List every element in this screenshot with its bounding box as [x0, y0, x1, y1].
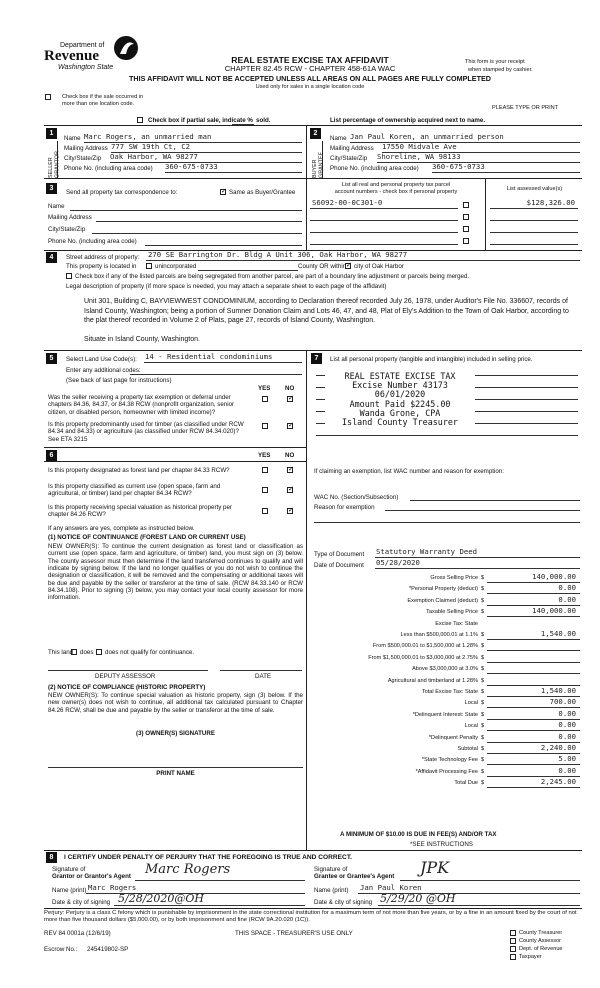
see-instructions-text: *SEE INSTRUCTIONS: [410, 841, 473, 848]
land-qualify-label: This land: [48, 649, 74, 656]
segregated-checkbox[interactable]: [66, 273, 72, 279]
tax-row-value[interactable]: 0.00: [558, 708, 576, 718]
seller-phone-label: Phone No. (including area code): [64, 165, 153, 172]
situate-text[interactable]: Situate in Island County, Washington.: [84, 336, 200, 343]
logo-state: Washington State: [58, 64, 114, 71]
form-revision: REV 84 0001a (12/6/19): [44, 930, 111, 937]
segregated-label: Check box if any of the listed parcels are being segregated from another parcel, are part of a boundary line adjustment or parcels being merged.: [75, 273, 470, 280]
exemption-label: If claiming an exemption, list WAC number and reason for exemption:: [314, 468, 504, 475]
s5-q2: Is this property predominantly used for timber (as classified under RCW 84.34 and 84.33) or agriculture (as classified under RCW 84.34.020)? See ETA 3215: [48, 421, 244, 443]
tax-row-value[interactable]: 0.00: [558, 583, 576, 593]
parcel-header-1: List all real and personal property tax parcel: [341, 182, 451, 188]
seller-name-value[interactable]: Marc Rogers, an unmarried man: [84, 132, 212, 141]
street-address-value[interactable]: 270 SE Barrington Dr. Bldg A Unit 306, Oak Harbor, WA 98277: [148, 250, 408, 259]
treasurer-stamp: [325, 372, 475, 427]
buyer-address-value[interactable]: 17550 Midvale Ave: [382, 142, 457, 151]
grantee-date-label: Date & city of signing: [314, 899, 373, 906]
notice-continuance-title: (1) NOTICE OF CONTINUANCE (FOREST LAND OR CURRENT USE): [48, 534, 246, 541]
tax-row-label: *State Technology Fee: [421, 757, 478, 764]
stamp-line-2: Excise Number 43173: [352, 380, 448, 391]
tax-row-dollar: $: [481, 734, 485, 741]
corr-city-label: City/State/Zip: [48, 226, 86, 233]
seller-phone-value[interactable]: 360-675-0733: [165, 162, 218, 171]
notice-continuance-text: NEW OWNER(S): To continue the current designation as forest land or classification as current use (open space, farm and agriculture, or timber) land, you must sign on (3) below. The county assessor must then determine if the land transferred continues to qualify and will indicate by signing below. If the land no longer qualifies or you do not wish to continue the designation or classification, it will be removed and the compensating or additional taxes will be due and payable by the seller or transferor at the time of sale. (RCW 84.33.140 or RCW 84.34.108). Prior to signing (3) below, you may contact your local county assessor for more information.: [48, 543, 303, 602]
does-not-qualify-checkbox[interactable]: [96, 649, 102, 655]
receipt-note-1: This form is your receipt: [465, 59, 525, 65]
tax-row-value[interactable]: 0.00: [558, 594, 576, 604]
section-3-number: 3: [46, 183, 57, 194]
tax-row-value[interactable]: 1,540.00: [540, 629, 576, 638]
copy-taxpayer-checkbox[interactable]: [510, 954, 516, 960]
s5-q1: Was the seller receiving a property tax exemption or deferral under chapters 84.36, 84.37, or 84.38 RCW (nonprofit organization, senior citizen, or disabled person, homeowner with limited income)?: [48, 394, 235, 416]
parcel-personal-checkbox-4[interactable]: [463, 238, 469, 244]
buyer-address-label: Mailing Address: [330, 145, 374, 152]
multi-location-label-1: Check box if the sale occurred in: [62, 94, 144, 100]
buyer-city-value[interactable]: Shoreline, WA 98133: [377, 152, 461, 161]
tax-row-label: Total Excise Tax: State: [421, 689, 478, 695]
tax-row-value[interactable]: 0.00: [558, 765, 576, 775]
personal-property-label: List all personal property (tangible and intangible) included in selling price.: [330, 356, 533, 363]
section-7-number: 7: [311, 353, 322, 364]
grantor-print-value[interactable]: Marc Rogers: [88, 883, 137, 892]
copy-assessor-checkbox[interactable]: [510, 938, 516, 944]
tax-row-label: Subtotal: [457, 746, 478, 752]
owner-signature-label: (3) OWNER(S) SIGNATURE: [136, 730, 215, 737]
tax-row-label: Agricultural and timberland at 1.28%: [387, 677, 478, 684]
tax-row-dollar: $: [481, 768, 485, 775]
doc-date-value[interactable]: 05/28/2020: [376, 558, 420, 567]
grantee-print-label: Name (print): [314, 887, 349, 894]
grantor-sig-label-2: Grantor or Grantor's Agent: [52, 873, 131, 880]
tax-row-dollar: $: [481, 677, 485, 684]
tax-row-label: Less than $500,000.01 at 1.1%: [400, 632, 478, 638]
grantor-signature[interactable]: Marc Rogers: [145, 862, 231, 877]
section-6-number: 6: [46, 450, 57, 461]
section-4-number: 4: [46, 252, 57, 263]
tax-row-value[interactable]: 140,000.00: [532, 606, 576, 616]
copy-assessor-label: County Assessor: [519, 938, 561, 944]
buyer-phone-label: Phone No. (including area code): [330, 165, 419, 172]
tax-row-label: *Affidavit Processing Fee: [415, 768, 478, 775]
deputy-date-label: DATE: [255, 673, 272, 680]
tax-row-value[interactable]: 0.00: [558, 731, 576, 741]
tax-row-dollar: $: [481, 597, 485, 604]
form-used-only: Used only for sales in a single location code: [255, 84, 365, 90]
parcel-header-2: account numbers - check box if personal property: [334, 189, 458, 195]
seller-address-value[interactable]: 777 SW 19th Ct, C2: [111, 142, 191, 151]
tax-row-label: Gross Selling Price: [430, 575, 478, 581]
tax-row-label: Total Due: [454, 780, 478, 787]
copy-taxpayer-label: Taxpayer: [519, 954, 542, 960]
street-address-label: Street address of property:: [66, 254, 140, 261]
wac-label: WAC No. (Section/Subsection): [314, 494, 399, 501]
tax-row-label: *Personal Property (deduct): [408, 586, 478, 593]
form-title: REAL ESTATE EXCISE TAX AFFIDAVIT: [231, 55, 389, 65]
legal-description-text[interactable]: Unit 301, Building C, BAYVIEWWEST CONDOMINIUM, according to Declaration thereof recorded July 26, 1978, under Auditor's File No. 336607, records of Island County, Washington; being a portion of Sumner Donation Claim and Lots 46, 47, and 48, Plat of Ely's Addition to the Town of Oak Harbor, according to the plat thereof recorded in Volume 2 of Plats, page 27, records of Island County, Washington.: [84, 298, 569, 325]
tax-row-label: Exemption Claimed (deduct): [407, 597, 478, 604]
corr-address-label: Mailing Address: [48, 214, 92, 221]
logo-emblem-icon: [112, 34, 140, 62]
logo-dept: Department of: [60, 42, 105, 49]
escrow-label: Escrow No.:: [44, 946, 78, 953]
s5-q1-no-checkbox[interactable]: [287, 396, 293, 402]
grantor-date-value[interactable]: 5/28/2020@OH: [118, 892, 205, 905]
copy-treasurer-label: County Treasurer: [519, 930, 563, 936]
parcel-personal-checkbox-3[interactable]: [463, 226, 469, 232]
dor-logo: [44, 34, 144, 74]
stamp-line-5: Wanda Grone, CPA: [359, 407, 441, 418]
partial-sale-label: Check box if partial sale, indicate %: [148, 117, 253, 124]
form-chapter: CHAPTER 82.45 RCW - CHAPTER 458-61A WAC: [224, 64, 396, 73]
tax-row-label: Excise Tax: State: [435, 620, 478, 627]
logo-revenue: Revenue: [44, 48, 99, 64]
tax-row-label: *Delinquent Penalty: [428, 734, 478, 741]
tax-row-label: *Delinquent Interest: State: [412, 711, 478, 718]
parcel-number-value[interactable]: S6092-00-0C301-0: [312, 198, 383, 207]
land-use-value[interactable]: 14 - Residential condominiums: [145, 352, 273, 361]
tax-row-value[interactable]: 140,000.00: [532, 572, 576, 581]
tax-row-dollar: $: [481, 632, 485, 638]
grantor-sig-label-1: Signature of: [52, 866, 86, 873]
s6-if-yes: If any answers are yes, complete as instructed below.: [48, 525, 195, 532]
section-5-number: 5: [46, 353, 57, 364]
s5-q2-no-checkbox[interactable]: [287, 423, 293, 429]
tax-row-dollar: $: [481, 643, 485, 650]
seller-address-label: Mailing Address: [64, 145, 108, 152]
assessed-header: List assessed value(s): [506, 186, 563, 192]
tax-row-label: Taxable Selling Price: [426, 609, 478, 616]
tax-row-value[interactable]: 2,240.00: [540, 743, 576, 752]
legal-description-label: Legal description of property (if more space is needed, you may attach a separate sheet to each page of the affidavit): [66, 283, 387, 290]
s5-no-header: NO: [285, 385, 295, 392]
certify-text: I CERTIFY UNDER PENALTY OF PERJURY THAT THE FOREGOING IS TRUE AND CORRECT.: [64, 854, 352, 861]
ownership-pct-label: List percentage of ownership acquired next to name.: [330, 117, 486, 124]
notice-compliance-text: NEW OWNER(S): To continue special valuation as historic property, sign (3) below. If the new owner(s) does not wish to continue, all additional tax calculated pursuant to Chapter 84.26 RCW, shall be due and payable by the seller or transferor at the time of sale.: [48, 692, 303, 714]
doc-type-value[interactable]: Statutory Warranty Deed: [376, 547, 478, 556]
seller-name-label: Name: [64, 135, 81, 142]
form-warning: THIS AFFIDAVIT WILL NOT BE ACCEPTED UNLESS ALL AREAS ON ALL PAGES ARE FULLY COMPLETED: [129, 74, 491, 83]
corr-phone-label: Phone No. (including area code): [48, 238, 137, 245]
s6-q2-no-checkbox[interactable]: [287, 487, 293, 493]
s6-yes-header: YES: [258, 452, 271, 459]
stamp-line-3: 06/01/2020: [374, 389, 426, 400]
s6-no-header: NO: [285, 452, 295, 459]
tax-row-label: Local: [464, 723, 478, 730]
unincorporated-label: unincorporated: [155, 263, 197, 270]
s6-q1-yes-checkbox[interactable]: [262, 467, 268, 473]
seller-city-label: City/State/Zip: [64, 155, 102, 162]
tax-row-dollar: $: [481, 654, 485, 661]
stamp-line-6: Island County Treasurer: [342, 417, 458, 428]
s6-q1-no-checkbox[interactable]: [287, 467, 293, 473]
notice-compliance-title: (2) NOTICE OF COMPLIANCE (HISTORIC PROPERTY): [48, 684, 206, 691]
tax-row-label: From $500,000.01 to $1,500,000 at 1.28%: [372, 643, 478, 650]
tax-row-dollar: $: [481, 780, 485, 787]
additional-codes-label: Enter any additional codes:: [66, 367, 141, 374]
grantee-print-value[interactable]: Jan Paul Koren: [360, 883, 422, 892]
buyer-phone-value[interactable]: 360-675-0733: [432, 162, 485, 171]
s6-q1: Is this property designated as forest land per chapter 84.33 RCW?: [48, 467, 230, 474]
grantee-date-value[interactable]: 5/29/20 @OH: [380, 892, 456, 905]
tax-row-dollar: $: [481, 723, 485, 730]
tax-row-dollar: $: [481, 746, 485, 752]
same-as-buyer-label: Same as Buyer/Grantee: [229, 189, 296, 196]
s5-q1-yes-checkbox[interactable]: [262, 396, 268, 402]
seller-side-label: SELLER GRANTOR: [48, 151, 61, 178]
tax-row-dollar: $: [481, 711, 485, 718]
stamp-line-1: REAL ESTATE EXCISE TAX: [344, 371, 456, 381]
s6-q3-yes-checkbox[interactable]: [262, 508, 268, 514]
located-in-label: This property is located in: [66, 263, 137, 270]
s6-q2-yes-checkbox[interactable]: [262, 487, 268, 493]
escrow-number[interactable]: 245419802-SP: [87, 946, 129, 953]
perjury-text: Perjury: Perjury is a class C felony which is punishable by imprisonment in the state correctional institution for a maximum term of not more than five years, or by a fine in an amount fixed by the court of not more than five thousand dollars ($5,000.00), or by both imprisonment and fine (RCW 9A.20.020 (1C)).: [44, 910, 577, 923]
does-not-label: does not qualify for continuance.: [105, 649, 195, 656]
receipt-note-2: when stamped by cashier.: [468, 67, 533, 73]
city-of-checkbox[interactable]: [345, 263, 351, 269]
copy-dor-checkbox[interactable]: [510, 946, 516, 952]
partial-sale-checkbox[interactable]: [137, 117, 143, 123]
please-type-label: PLEASE TYPE OR PRINT: [492, 105, 559, 111]
doc-date-label: Date of Document: [314, 562, 364, 569]
tax-row-value[interactable]: 2,245.00: [540, 777, 576, 787]
copy-dor-label: Dept. of Revenue: [519, 946, 563, 952]
see-back-label: (See back of last page for instructions): [66, 377, 172, 384]
grantor-date-label: Date & city of signing: [52, 899, 111, 906]
treasurer-use-only: THIS SPACE - TREASURER'S USE ONLY: [235, 930, 353, 937]
grantee-sig-label-2: Grantee or Grantee's Agent: [314, 873, 395, 880]
does-qualify-checkbox[interactable]: [71, 649, 77, 655]
parcel-personal-checkbox-2[interactable]: [463, 214, 469, 220]
section-2-number: 2: [310, 128, 321, 139]
reason-label: Reason for exemption: [314, 504, 375, 511]
parcel-personal-checkbox-1[interactable]: [463, 202, 469, 208]
s6-q2: Is this property classified as current use (open space, farm and agricultural, or timber) land per chapter 84.34 RCW?: [48, 483, 221, 498]
tax-row-dollar: $: [481, 689, 485, 695]
tax-row-value[interactable]: 5.00: [558, 754, 576, 764]
does-label: does: [80, 649, 94, 656]
stamp-line-4: Amount Paid $2245.00: [349, 398, 451, 409]
doc-type-label: Type of Document: [314, 551, 365, 558]
corr-name-label: Name: [48, 203, 65, 210]
tax-row-dollar: $: [481, 575, 485, 581]
multi-location-checkbox[interactable]: [45, 94, 51, 100]
tax-row-dollar: $: [481, 757, 485, 764]
tax-row-label: From $1,500,000.01 to $3,000,000 at 2.75%: [368, 654, 478, 661]
buyer-city-label: City/State/Zip: [330, 155, 368, 162]
sold-label: sold.: [256, 117, 271, 124]
s5-q2-yes-checkbox[interactable]: [262, 423, 268, 429]
section-1-number: 1: [46, 128, 57, 139]
tax-row-value[interactable]: 0.00: [558, 720, 576, 730]
section-8-number: 8: [46, 852, 57, 863]
tax-row-value[interactable]: 700.00: [549, 697, 576, 707]
tax-row-dollar: $: [481, 700, 485, 707]
grantee-sig-label-1: Signature of: [314, 866, 348, 873]
tax-row-label: Local: [464, 700, 478, 707]
tax-row-dollar: $: [481, 586, 485, 593]
s6-q3-no-checkbox[interactable]: [287, 508, 293, 514]
minimum-due-text: A MINIMUM OF $10.00 IS DUE IN FEE(S) AND/OR TAX: [340, 831, 497, 838]
deputy-assessor-label: DEPUTY ASSESSOR: [95, 673, 156, 680]
multi-location-label-2: more than one location code.: [62, 101, 135, 107]
buyer-side-label: BUYER GRANTEE: [312, 151, 325, 178]
buyer-name-value[interactable]: Jan Paul Koren, an unmarried person: [350, 132, 504, 141]
unincorporated-checkbox[interactable]: [146, 263, 152, 269]
grantee-signature[interactable]: JPK: [420, 858, 450, 877]
grantor-print-label: Name (print): [52, 887, 87, 894]
tax-row-label: Above $3,000,000 at 3.0%: [412, 666, 478, 673]
s6-q3: Is this property receiving special valuation as historical property per chapter 84.26 RCW?: [48, 504, 232, 519]
seller-city-value[interactable]: Oak Harbor, WA 98277: [110, 152, 198, 161]
city-of-label: city of Oak Harbor: [354, 263, 404, 270]
same-as-buyer-checkbox[interactable]: [220, 189, 226, 195]
correspondence-label: Send all property tax correspondence to:: [66, 189, 178, 196]
assessed-value[interactable]: $128,326.00: [526, 198, 575, 207]
tax-row-value[interactable]: 1,540.00: [540, 686, 576, 695]
tax-row-dollar: $: [481, 666, 485, 673]
land-use-label: Select Land Use Code(s):: [66, 356, 137, 363]
print-name-label: PRINT NAME: [156, 770, 195, 777]
s5-yes-header: YES: [258, 385, 271, 392]
tax-row-dollar: $: [481, 609, 485, 616]
county-or-label: County OR within: [298, 263, 347, 270]
copy-treasurer-checkbox[interactable]: [510, 930, 516, 936]
buyer-name-label: Name: [330, 135, 347, 142]
